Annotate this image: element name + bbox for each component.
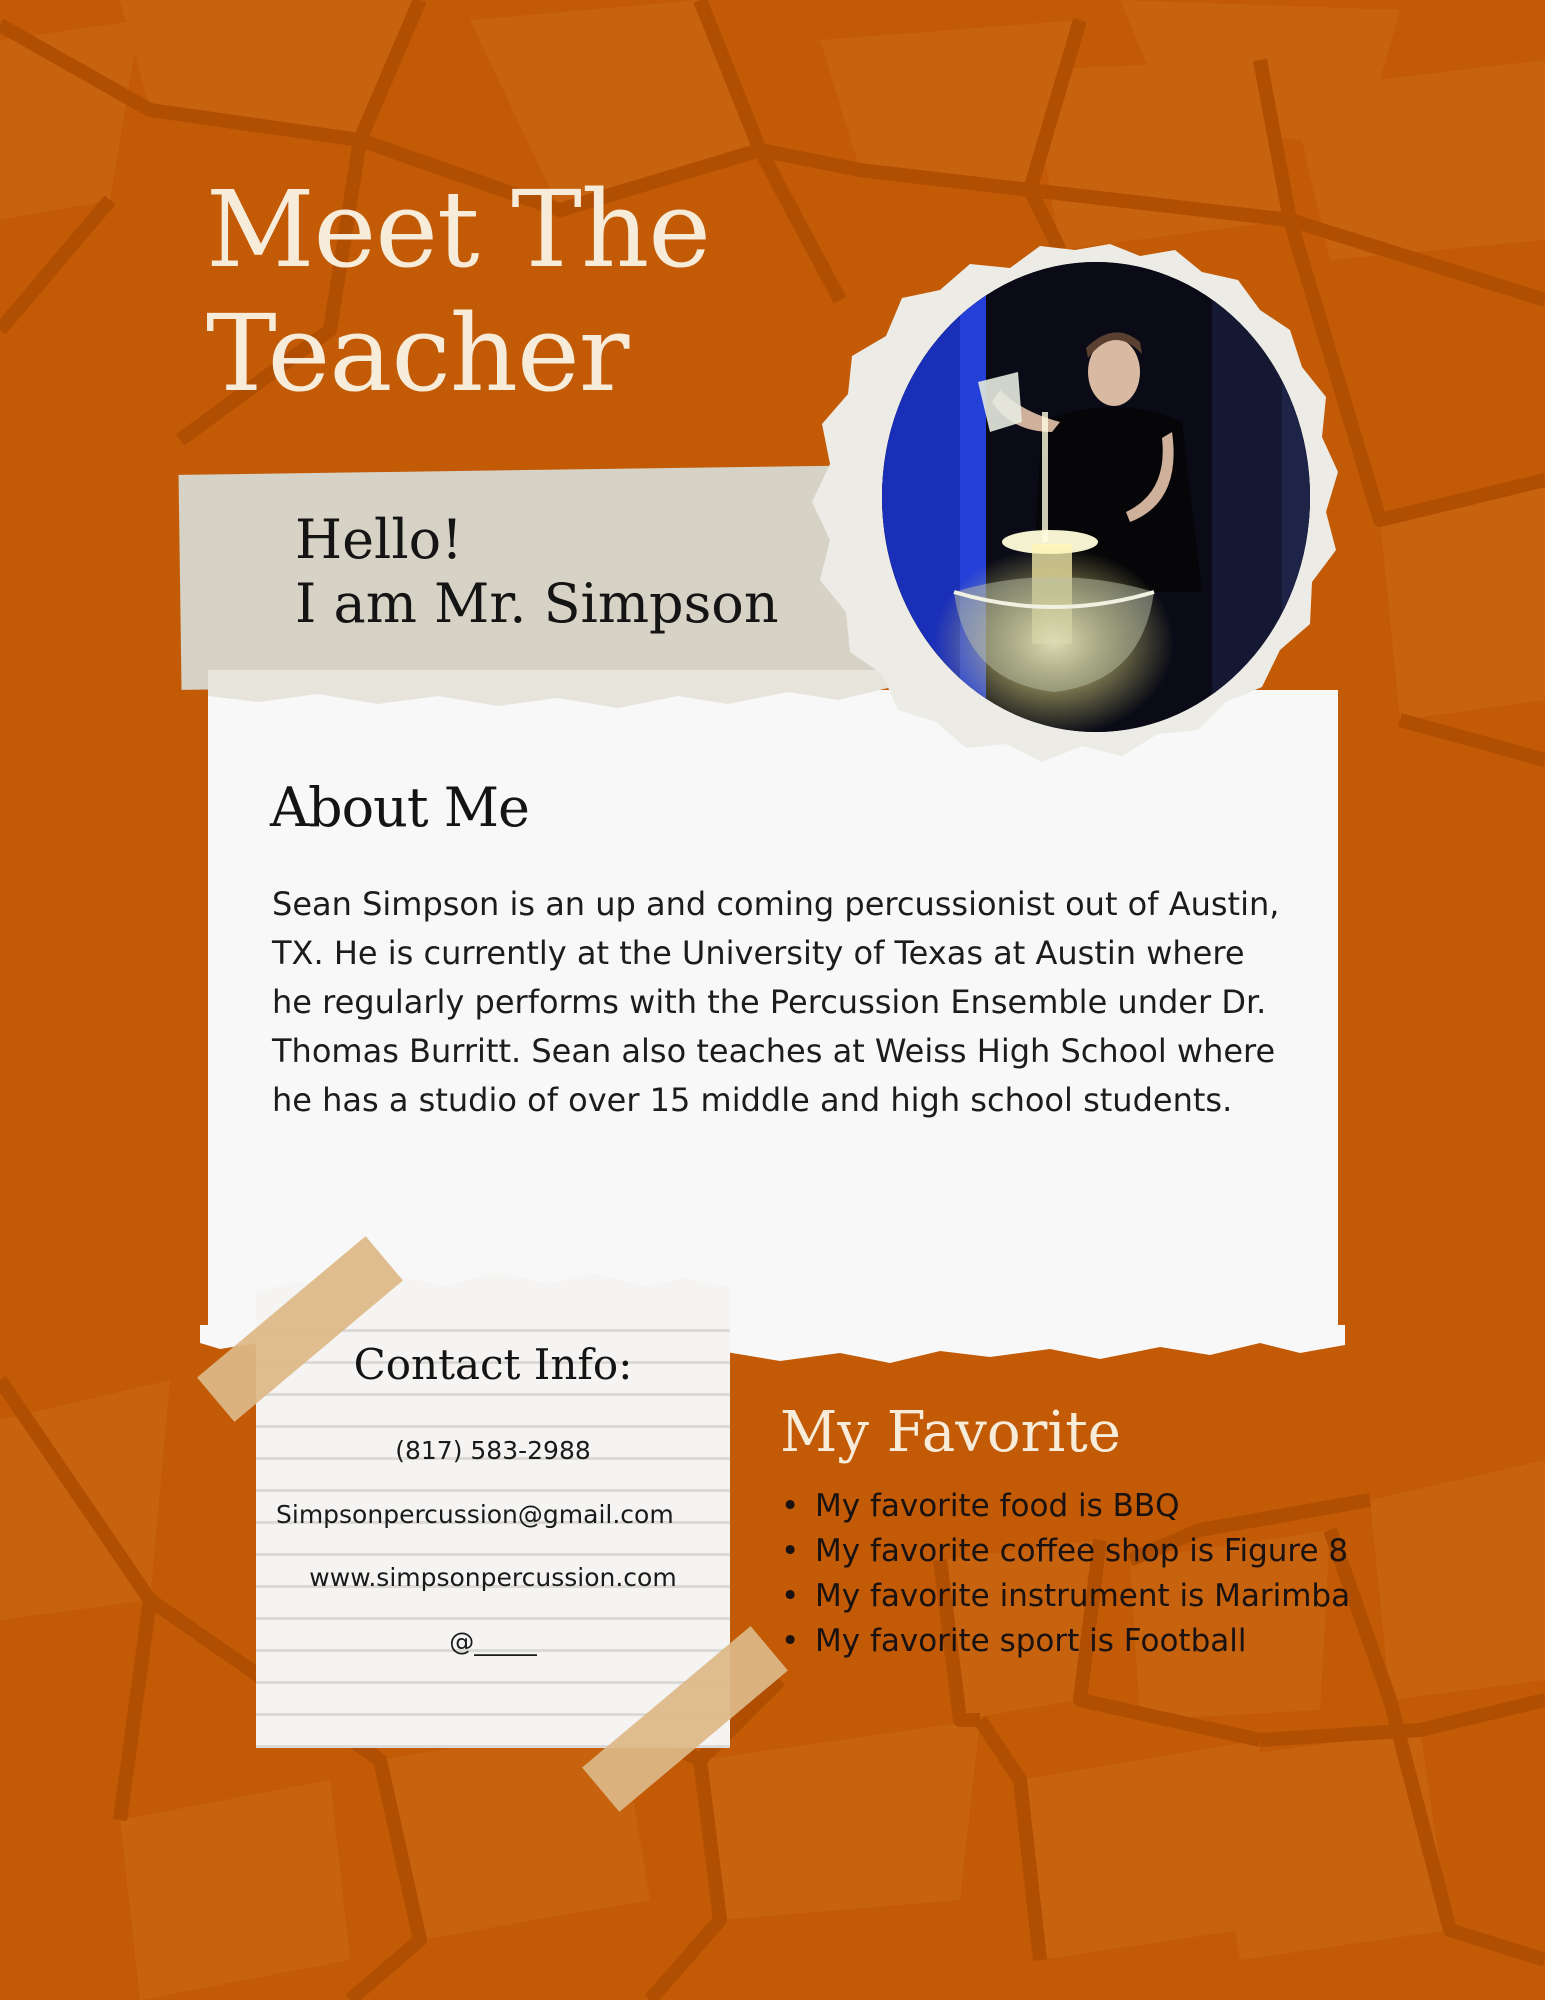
contact-phone[interactable]: (817) 583-2988: [395, 1436, 591, 1465]
title-line-2: Teacher: [206, 292, 629, 415]
greeting-line-2: I am Mr. Simpson: [295, 572, 779, 635]
favorite-item: • My favorite coffee shop is Figure 8: [815, 1529, 1350, 1574]
favorite-item: • My favorite sport is Football: [815, 1619, 1350, 1664]
page-title: [206, 168, 710, 416]
about-text: Sean Simpson is an up and coming percussionist out of Austin, TX. He is currently at the University of Texas at Austin where he regularly performs with the Percussion Ensemble under Dr. Thomas Burritt. Sean also teaches at Weiss High School where he has a studio of over 15 middle and high school students.: [272, 885, 1280, 1119]
title-line-1: Meet The: [206, 168, 710, 291]
about-heading: About Me: [270, 776, 529, 839]
favorites-list: [815, 1484, 1350, 1664]
greeting-text: [295, 508, 779, 636]
greeting-tag-torn-edge: [208, 670, 888, 718]
contact-email[interactable]: Simpsonpercussion@gmail.com: [276, 1500, 674, 1529]
teacher-photo: [882, 262, 1310, 732]
greeting-line-1: Hello!: [295, 508, 463, 571]
favorites-heading: My Favorite: [780, 1400, 1121, 1465]
contact-heading: Contact Info:: [353, 1340, 633, 1389]
favorite-item: • My favorite instrument is Marimba: [815, 1574, 1350, 1619]
contact-social-handle: @_____: [449, 1627, 537, 1656]
contact-website[interactable]: www.simpsonpercussion.com: [309, 1563, 677, 1592]
favorite-item: • My favorite food is BBQ: [815, 1484, 1350, 1529]
